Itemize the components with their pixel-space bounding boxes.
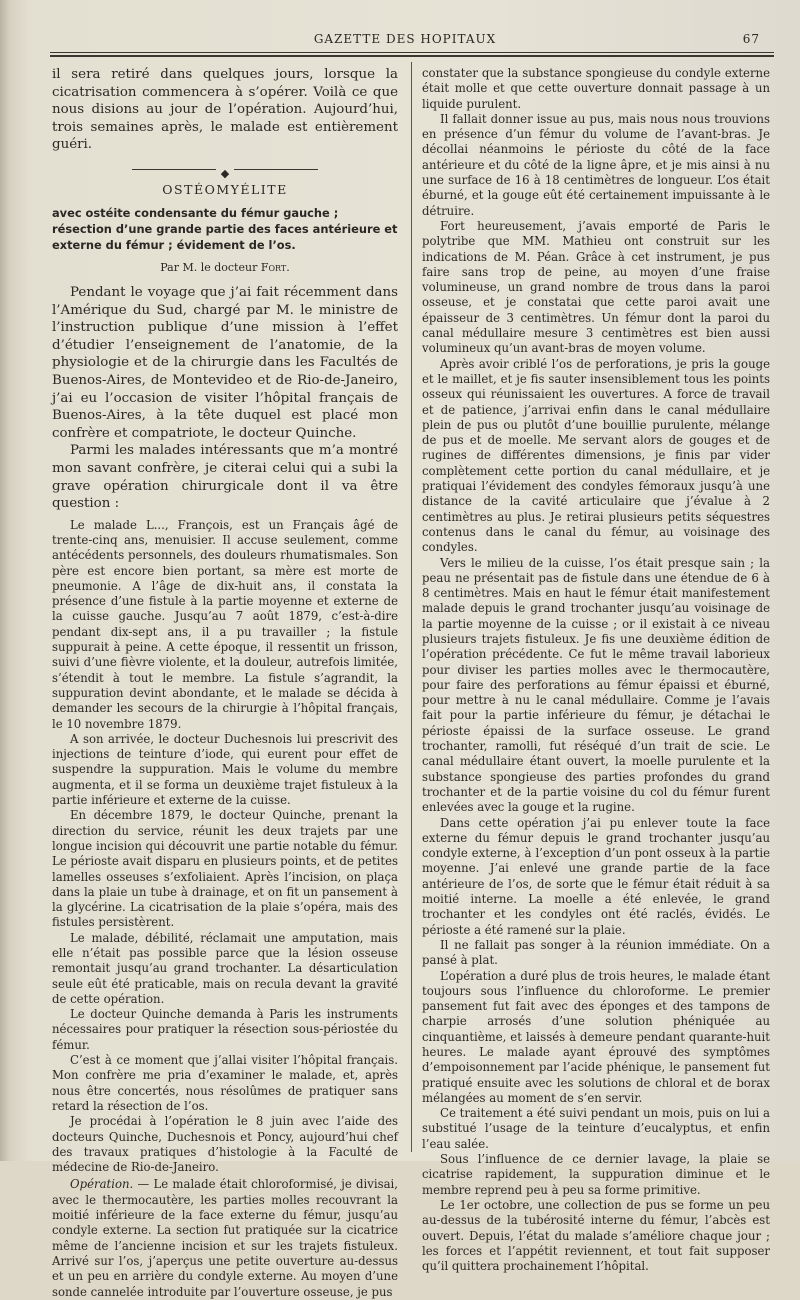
paragraph: Sous l’influence de ce dernier lavage, la plaie se cicatrise rapidement, la suppuration diminue et le membre reprend peu à peu sa forme primitive.	[422, 1152, 770, 1197]
page-number: 67	[742, 32, 760, 46]
operation-text: — Le malade était chloroformisé, je divisai, avec le thermocautère, les parties molles recouvrant la moitié inférieure de la face externe du fémur, jusqu’au condyle externe. La section fut pratiquée sur la cicatrice même de l’ancienne incision et sur les trajets fistuleux. Arrivé sur l’os, j’aperçus une petite ouverture au-dessus et un peu en arrière du condyle externe. Au moyen d’une sonde cannelée introduite par l’ouverture osseuse, je pus	[52, 1177, 398, 1299]
paragraph: Dans cette opération j’ai pu enlever toute la face externe du fémur depuis le grand trochanter jusqu’au condyle externe, à l’exception d’un pont osseux à la partie moyenne. J’ai enlevé une grande partie de la face antérieure de l’os, de sorte que le fémur était réduit à sa moitié interne. La moelle a été enlevée, le grand trochanter et les condyles ont été raclés, évidés. Le périoste a été ramené sur la plaie.	[422, 815, 770, 937]
case-paragraph: Je procédai à l’opération le 8 juin avec l’aide des docteurs Quinche, Duchesnois et Poncy, aujourd’hui chef des travaux pratiques d’histologie à la Faculté de médecine de Rio-de-Janeiro.	[52, 1114, 398, 1175]
byline-suffix: .	[286, 260, 290, 274]
intro-paragraph: il sera retiré dans quelques jours, lorsque la cicatrisation commencera à s’opérer. Voilà ce que nous disions au jour de l’opération. Aujourd’hui, trois semaines après, le malade est entièrement guéri.	[52, 67, 398, 153]
paragraph: Il ne fallait pas songer à la réunion immédiate. On a pansé à plat.	[422, 937, 770, 968]
journal-title: GAZETTE DES HOPITAUX	[313, 32, 497, 46]
paragraph: Fort heureusement, j’avais emporté de Paris le polytribe que MM. Mathieu ont construit sur les indications de M. Péan. Grâce à cet instrument, je pus faire sans trop de peine, au moyen d’une fraise volumineuse, un grand nombre de trous dans la paroi osseuse, et je constatai que cette paroi avait une épaisseur de 3 centimètres. Un fémur dont la paroi du canal médullaire mesure 3 centimètres est bien aussi volumineux qu’un avant-bras de moyen volume.	[422, 218, 770, 356]
column-separator	[411, 62, 412, 1152]
paragraph: Après avoir criblé l’os de perforations, je pris la gouge et le maillet, et je fis sauter insensiblement tous les points osseux qui réunissaient les ouvertures. A force de travail et de patience, j’arrivai enfin dans le canal médullaire plein de pus ou plutôt d’une bouillie purulente, mélange de pus et de moelle. Me servant alors de gouges et de rugines de différentes dimensions, je finis par vider complètement cette portion du canal médullaire, et je pratiquai l’évidement des condyles fémoraux jusqu’à une distance de la cavité articulaire que j’évalue à 2 centimètres au plus. Je retirai plusieurs petits séquestres contenus dans le canal du fémur, au voisinage des condyles.	[422, 356, 770, 555]
case-paragraph: A son arrivée, le docteur Duchesnois lui prescrivit des injections de teinture d’iode, qui eurent pour effet de suspendre la suppuration. Mais le volume du membre augmenta, et il se forma un deuxième trajet fistuleux à la partie inférieure et externe de la cuisse.	[52, 731, 398, 808]
article-subtitle: avec ostéite condensante du fémur gauche ; résection d’une grande partie des faces antérieure et externe du fémur ; évidement de l’os.	[52, 205, 398, 252]
byline-author: Fort	[260, 260, 287, 274]
paragraph: constater que la substance spongieuse du condyle externe était molle et que cette ouverture donnait passage à un liquide purulent.	[422, 66, 770, 111]
case-paragraph: Le malade, débilité, réclamait une amputation, mais elle n’était pas possible parce que la lésion osseuse remontait jusqu’au grand trochanter. La désarticulation seule eût été praticable, mais on recula devant la gravité de cette opération.	[52, 930, 398, 1006]
header-rule	[50, 52, 774, 53]
page-header	[40, 30, 770, 52]
paragraph: Ce traitement a été suivi pendant un mois, puis on lui a substitué l’usage de la teinture d’eucalyptus, et enfin l’eau salée.	[422, 1106, 770, 1151]
paragraph: Il fallait donner issue au pus, mais nous nous trouvions en présence d’un fémur du volume de l’avant-bras. Je décollai néanmoins le périoste du côté de la face antérieure et du côté de la ligne âpre, et je mis ainsi à nu une surface de 16 à 18 centimètres de longueur. L’os était éburné, et la gouge eût été certainement impuissante à le détruire.	[422, 111, 770, 218]
operation-lead: Opération.	[70, 1177, 134, 1192]
paragraph: L’opération a duré plus de trois heures, le malade étant toujours sous l’influence du chloroforme. Le premier pansement fut fait avec des éponges et des tampons de charpie arrosés d’une solution phéniquée au cinquantième, et laissés à demeure pendant quarante-huit heures. Le malade ayant éprouvé des symptômes d’empoisonnement par l’acide phénique, le pansement fut pratiqué ensuite avec les solutions de chloral et de borax mélangées au moment de s’en servir.	[422, 968, 770, 1105]
case-paragraph: Le docteur Quinche demanda à Paris les instruments nécessaires pour pratiquer la résection sous-périostée du fémur.	[52, 1007, 398, 1052]
article-byline	[52, 261, 398, 274]
case-paragraph: Le malade L..., François, est un Français âgé de trente-cinq ans, menuisier. Il accuse seulement, comme antécédents personnels, des douleurs rhumatismales. Son père est encore bien portant, sa mère est morte de pneumonie. A l’âge de dix-huit ans, il constata la présence d’une fistule à la partie moyenne et externe de la cuisse gauche. Jusqu’au 7 août 1879, c’est-à-dire pendant dix-sept ans, il a pu travailler ; la fistule suppurait à peine. A cette époque, il ressentit un frisson, suivi d’une fièvre violente, et la douleur, autrefois limitée, s’étendit à tout le membre. La fistule s’agrandit, la suppuration devint abondante, et le malade se décida à demander les secours de la chirurgie à l’hôpital français, le 10 novembre 1879.	[52, 517, 398, 731]
article-title: OSTÉOMYÉLITE	[162, 181, 288, 197]
separator-ornament: ◆	[216, 167, 234, 181]
operation-paragraph	[52, 1177, 398, 1299]
paragraph: Parmi les malades intéressants que m’a montré mon savant confrère, je citerai celui qui a subi la grave opération chirurgicale dont il va être question :	[52, 443, 398, 512]
byline-prefix: Par M. le docteur	[160, 260, 258, 274]
paragraph: Le 1er octobre, une collection de pus se forme un peu au-dessus de la tubérosité interne du fémur, l’abcès est ouvert. Depuis, l’état du malade s’améliore chaque jour ; les forces et l’appétit reviennent, et tout fait supposer qu’il quittera prochainement l’hôpital.	[422, 1197, 770, 1274]
paragraph: Vers le milieu de la cuisse, l’os était presque sain ; la peau ne présentait pas de fistule dans une étendue de 6 à 8 centimètres. Mais en haut le fémur était manifestement malade depuis le grand trochanter jusqu’au voisinage de la partie moyenne de la cuisse ; or il existait à ce niveau plusieurs trajets fistuleux. Je fis une deuxième édition de l’opération précédente. Ce fut le même travail laborieux pour diviser les parties molles avec le thermocautère, pour faire des perforations au fémur épaissi et éburné, pour mettre à nu le canal médullaire. Comme je l’avais fait pour la partie inférieure du fémur, je détachai le périoste épaissi de la surface osseuse. Le grand trochanter, ramolli, fut réséqué d’un trait de scie. Le canal médullaire étant ouvert, la moelle purulente et la substance spongieuse des parties profondes du grand trochanter et de la partie voisine du col du fémur furent enlevées avec la gouge et la rugine.	[422, 555, 770, 815]
case-paragraph: En décembre 1879, le docteur Quinche, prenant la direction du service, réunit les deux trajets par une longue incision qui découvrit une partie notable du fémur. Le périoste avait disparu en plusieurs points, et de petites lamelles osseuses s’exfoliaient. Après l’incision, on plaça dans la plaie un tube à drainage, et on fit un pansement à la glycérine. La cicatrisation de la plaie s’opéra, mais des fistules persistèrent.	[52, 808, 398, 930]
case-paragraph: C’est à ce moment que j’allai visiter l’hôpital français. Mon confrère me pria d’examiner le malade, et, après nous être concertés, nous résolûmes de pratiquer sans retard la résection de l’os.	[52, 1053, 398, 1113]
left-column	[52, 66, 398, 1300]
paragraph: Pendant le voyage que j’ai fait récemment dans l’Amérique du Sud, chargé par M. le ministre de l’instruction publique d’une mission à l’effet d’étudier l’enseignement de l’anatomie, de la physiologie et de la chirurgie dans les Facultés de Buenos-Aires, de Montevideo et de Rio-de-Janeiro, j’ai eu l’occasion de visiter l’hôpital français de Buenos-Aires, à la tête duquel est placé mon confrère et compatriote, le docteur Quinche.	[52, 284, 398, 441]
header-rule-thick	[50, 55, 774, 57]
section-separator	[52, 162, 398, 180]
right-column	[422, 66, 770, 1274]
